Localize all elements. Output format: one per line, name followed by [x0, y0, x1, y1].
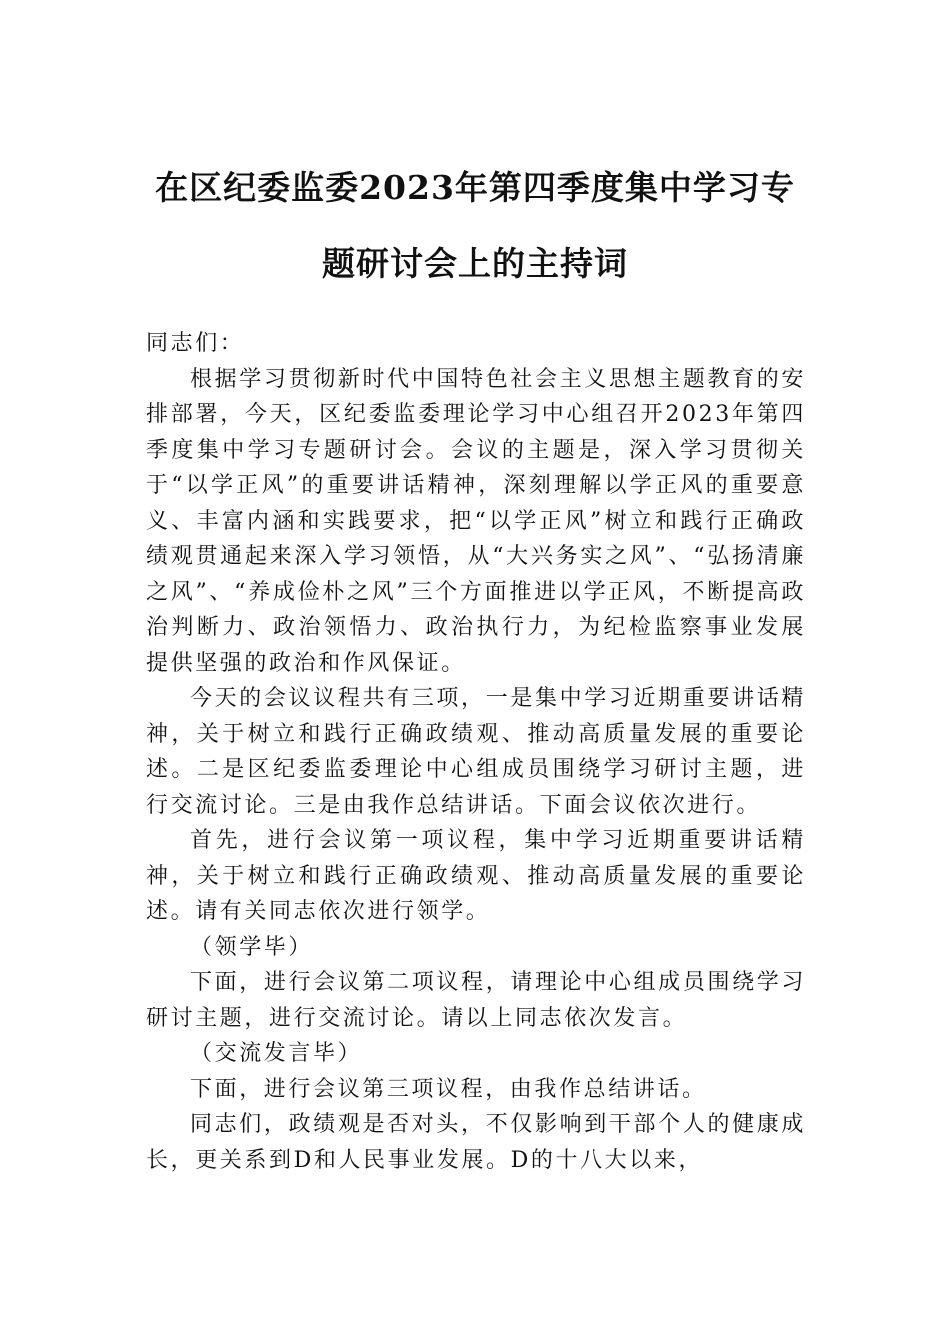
document-body: [146, 326, 806, 1178]
title-line-2: 题研讨会上的主持词: [322, 244, 628, 283]
note-study-finished: （领学毕）: [190, 934, 314, 960]
greeting: 同志们：: [146, 331, 245, 356]
note-discussion-finished: （交流发言毕）: [190, 1041, 363, 1066]
paragraph-intro: 根据学习贯彻新时代中国特色社会主义思想主题教育的安排部署，今天，区纪委监委理论学习中心组召开2023年第四季度集中学习专题研讨会。会议的主题是，深入学习贯彻关于“以学正风”的重要讲话精神，深刻理解以学正风的重要意义、丰富内涵和实践要求，把“以学正风”树立和践行正确政绩观贯通起来深入学习领悟，从“大兴务实之风”、“弘扬清廉之风”、“养成俭朴之风”三个方面推进以学正风，不断提高政治判断力、政治领悟力、政治执行力，为纪检监察事业发展提供坚强的政治和作风保证。: [146, 366, 806, 676]
paragraph-item-three: 下面，进行会议第三项议程，由我作总结讲话。: [190, 1076, 707, 1102]
document-title: [140, 150, 810, 302]
paragraph-closing: 同志们，政绩观是否对头，不仅影响到干部个人的健康成长，更关系到D和人民事业发展。D的十八大以来，: [146, 1112, 806, 1173]
paragraph-item-one: 首先，进行会议第一项议程，集中学习近期重要讲话精神，关于树立和践行正确政绩观、推动高质量发展的重要论述。请有关同志依次进行领学。: [146, 828, 806, 924]
paragraph-agenda: 今天的会议议程共有三项，一是集中学习近期重要讲话精神，关于树立和践行正确政绩观、推动高质量发展的重要论述。二是区纪委监委理论中心组成员围绕学习研讨主题，进行交流讨论。三是由我作总结讲话。下面会议依次进行。: [146, 686, 806, 818]
paragraph-item-two: 下面，进行会议第二项议程，请理论中心组成员围绕学习研讨主题，进行交流讨论。请以上同志依次发言。: [146, 970, 806, 1031]
title-line-1: 在区纪委监委2023年第四季度集中学习专: [155, 168, 795, 207]
